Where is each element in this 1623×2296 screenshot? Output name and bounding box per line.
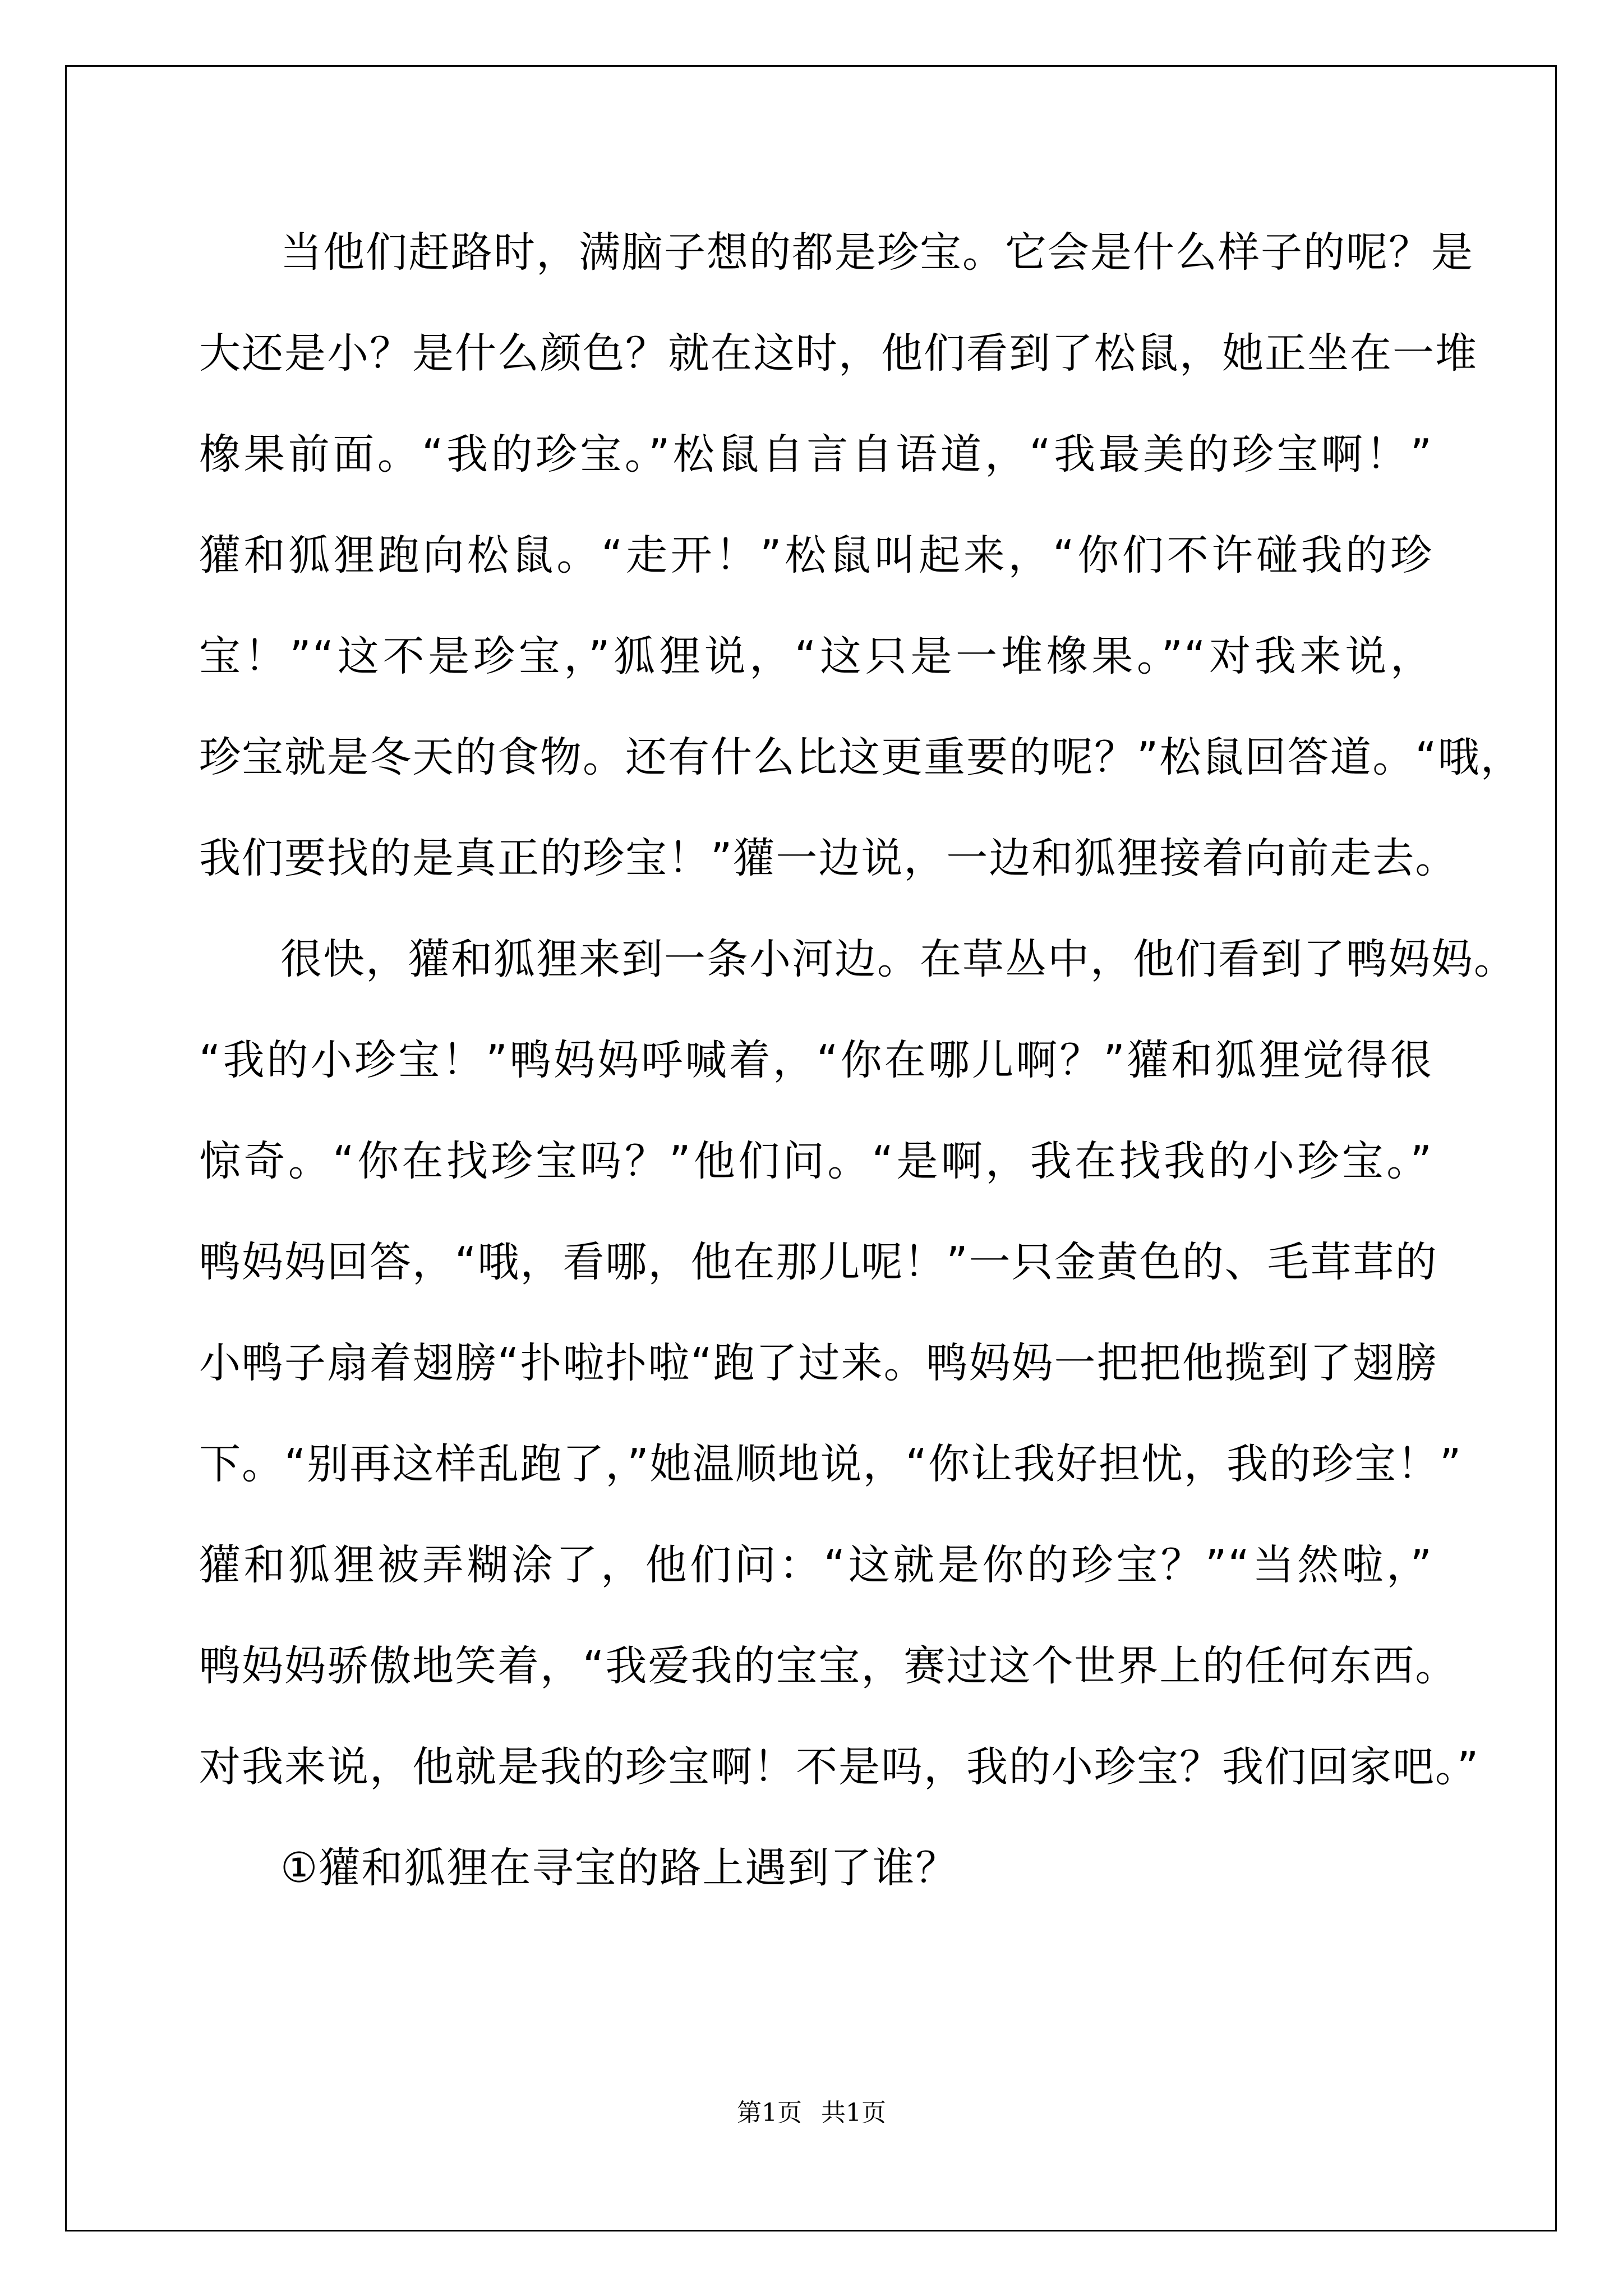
page-footer bbox=[0, 2096, 1623, 2130]
paragraph-2-line-6: 下。“别再这样乱跑了，”她温顺地说，“你让我好担忧，我的珍宝！” bbox=[199, 1440, 1463, 1488]
question-1: ①獾和狐狸在寻宝的路上遇到了谁？ bbox=[280, 1844, 958, 1892]
paragraph-2-line-7: 獾和狐狸被弄糊涂了，他们问：“这就是你的珍宝？”“当然啦，” bbox=[199, 1541, 1433, 1589]
page-total: 共1页 bbox=[821, 2099, 886, 2127]
paragraph-2-line-4: 鸭妈妈回答，“哦，看哪，他在那儿呢！”一只金黄色的、毛茸茸的 bbox=[199, 1238, 1438, 1286]
paragraph-2-line-5: 小鸭子扇着翅膀“扑啦扑啦“跑了过来。鸭妈妈一把把他揽到了翅膀 bbox=[199, 1339, 1438, 1387]
paragraph-1-line-5: 宝！”“这不是珍宝，”狐狸说，“这只是一堆橡果。”“对我来说， bbox=[199, 632, 1433, 680]
paragraph-2-line-3: 惊奇。“你在找珍宝吗？”他们问。“是啊，我在找我的小珍宝。” bbox=[199, 1137, 1433, 1185]
paragraph-2-line-2: “我的小珍宝！”鸭妈妈呼喊着，“你在哪儿啊？”獾和狐狸觉得很 bbox=[199, 1036, 1433, 1084]
paragraph-1-line-2: 大还是小？是什么颜色？就在这时，他们看到了松鼠，她正坐在一堆 bbox=[199, 329, 1478, 378]
page-number: 第1页 bbox=[737, 2099, 802, 2127]
paragraph-1-line-1: 当他们赶路时，满脑子想的都是珍宝。它会是什么样子的呢？是 bbox=[280, 228, 1474, 277]
paragraph-2-line-8: 鸭妈妈骄傲地笑着，“我爱我的宝宝，赛过这个世界上的任何东西。 bbox=[199, 1642, 1458, 1690]
paragraph-1-line-4: 獾和狐狸跑向松鼠。“走开！”松鼠叫起来，“你们不许碰我的珍 bbox=[199, 531, 1433, 579]
paragraph-1-line-3: 橡果前面。“我的珍宝。”松鼠自言自语道，“我最美的珍宝啊！” bbox=[199, 430, 1433, 478]
paragraph-1-line-6: 珍宝就是冬天的食物。还有什么比这更重要的呢？”松鼠回答道。“哦， bbox=[199, 733, 1523, 781]
paragraph-1-line-7: 我们要找的是真正的珍宝！”獾一边说，一边和狐狸接着向前走去。 bbox=[199, 834, 1458, 882]
paragraph-2-line-9: 对我来说，他就是我的珍宝啊！不是吗，我的小珍宝？我们回家吧。” bbox=[199, 1743, 1480, 1791]
paragraph-2-line-1: 很快，獾和狐狸来到一条小河边。在草丛中，他们看到了鸭妈妈。 bbox=[280, 935, 1516, 983]
